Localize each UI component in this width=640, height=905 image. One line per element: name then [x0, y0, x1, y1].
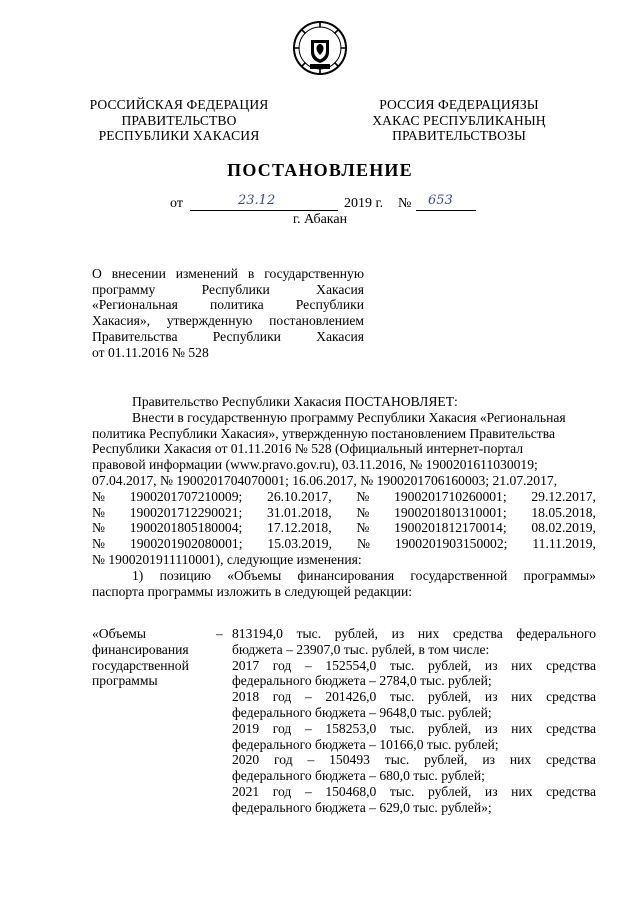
word: рублей,: [428, 689, 472, 705]
registry-row: [92, 505, 596, 521]
word: 1900201805180004;: [129, 520, 243, 536]
word: внесении: [111, 266, 166, 281]
date-prefix: от: [170, 196, 183, 211]
word: из: [484, 720, 498, 736]
table-left-cell: [92, 626, 212, 689]
intro-first-line: Внести в государственную программу Республики Хакасия «Региональная: [132, 409, 566, 425]
word: них: [417, 626, 440, 641]
word: 2018: [232, 689, 260, 705]
word: государственную: [264, 266, 364, 281]
funding-federal-line: федерального бюджета – 680,0 тыс. рублей;: [232, 768, 485, 784]
table-left-line: финансирования: [92, 641, 189, 657]
number-underline: [416, 210, 476, 211]
word: Республики: [295, 297, 364, 313]
header-left-line-3: РЕСПУБЛИКИ ХАКАСИЯ: [98, 128, 260, 144]
word: 15.03.2019,: [267, 536, 332, 552]
funding-federal-line: федерального бюджета – 629,0 тыс. рублей»;: [232, 799, 492, 815]
word: №: [92, 504, 105, 520]
registry-row: [92, 489, 596, 505]
word: 1900201712290021;: [129, 504, 243, 520]
word: них: [509, 752, 532, 768]
subject-line: [92, 282, 364, 298]
subject-line: [92, 297, 364, 313]
word: Хакасия»,: [92, 313, 151, 329]
word: 1900201710260001;: [394, 488, 507, 504]
funding-year-line: [232, 658, 596, 674]
word: тыс.: [389, 720, 415, 736]
header-left-block: [64, 97, 294, 144]
funding-federal-line: федерального бюджета – 9648,0 тыс. рублей;: [232, 704, 492, 720]
word: них: [511, 657, 533, 673]
word: из: [484, 783, 498, 799]
subject-line: [92, 329, 364, 345]
document-title: ПОСТАНОВЛЕНИЕ: [227, 160, 413, 180]
word: тыс.: [296, 626, 322, 641]
word: –: [304, 720, 312, 736]
word: государственной: [410, 567, 508, 583]
word: программы»: [523, 567, 596, 583]
header-left-line-1: РОССИЙСКАЯ ФЕДЕРАЦИЯ: [89, 97, 269, 112]
word: 1900201707210009;: [129, 488, 243, 504]
registry-last-line: № 1900201911110001), следующие изменения:: [92, 551, 362, 567]
coat-of-arms-emblem: [292, 20, 348, 76]
word: тыс.: [389, 657, 415, 673]
word: Республики: [212, 328, 281, 344]
word: федерального: [516, 626, 596, 641]
word: средства: [546, 783, 596, 799]
subject-line: [92, 313, 364, 329]
word: финансирования: [297, 567, 395, 583]
intro-line: 07.04.2017, № 1900201704070001; 16.06.2017, № 1900201706160003; 21.07.2017,: [92, 472, 558, 488]
word: рублей,: [334, 626, 379, 641]
word: средства: [546, 752, 596, 768]
funding-total-second-line: бюджета – 23907,0 тыс. рублей, в том числе:: [232, 641, 490, 657]
word: «Региональная: [92, 297, 178, 313]
decree-body: [92, 394, 596, 599]
word: программу: [92, 281, 156, 297]
word: них: [511, 689, 533, 705]
funding-year-line: [232, 784, 596, 800]
word: 1900201902080001;: [129, 536, 243, 552]
word: год: [272, 783, 292, 799]
funding-year-line: [232, 752, 596, 768]
word: №: [92, 488, 105, 504]
word: тыс.: [384, 752, 410, 768]
date-underline: [190, 210, 338, 211]
word: из: [482, 752, 495, 768]
word: 31.01.2018,: [267, 504, 332, 520]
word: 2021: [232, 783, 260, 799]
word: №: [356, 488, 370, 504]
word: 08.02.2019,: [531, 520, 596, 536]
word: Хакасия: [316, 328, 364, 344]
word: от 01.11.2016 № 528: [92, 344, 209, 360]
word: постановлением: [269, 313, 364, 329]
registry-rows: [92, 489, 596, 552]
word: средства: [546, 689, 596, 705]
word: №: [356, 504, 370, 520]
registry-row: [92, 520, 596, 536]
word: –: [304, 783, 312, 799]
decree-line: Правительство Республики Хакасия ПОСТАНОВЛЯЕТ:: [132, 394, 458, 409]
word: год: [272, 689, 292, 705]
intro-line: правовой информации (www.pravo.gov.ru), 03.11.2016, № 1900201611030019;: [92, 457, 538, 473]
header-left-line-2: ПРАВИТЕЛЬСТВО: [121, 112, 237, 128]
word: средства: [452, 626, 503, 641]
word: год: [274, 752, 293, 768]
word: –: [304, 689, 312, 705]
word: политика: [210, 297, 264, 313]
word: 2017: [232, 657, 260, 673]
word: утвержденную: [166, 313, 253, 329]
word: 11.11.2019,: [532, 536, 596, 552]
word: 1900201903150002;: [394, 536, 508, 552]
word: №: [356, 520, 370, 536]
word: 1900201812170014;: [394, 520, 507, 536]
date-year: 2019 г.: [344, 196, 384, 211]
word: позицию: [159, 567, 211, 583]
word: них: [511, 783, 533, 799]
word: 18.05.2018,: [531, 504, 596, 520]
word: 1): [132, 567, 144, 583]
word: Республики: [201, 281, 270, 297]
header-right-line-3: ПРАВИТЕЛЬСТВОЗЫ: [392, 128, 526, 144]
word: них: [511, 720, 533, 736]
word: №: [92, 536, 105, 552]
funding-year-line: [232, 689, 596, 705]
word: рублей,: [424, 752, 468, 768]
word: 813194,0: [232, 626, 283, 641]
funding-year-line: [232, 721, 596, 737]
table-dash: –: [216, 626, 223, 641]
word: из: [484, 689, 498, 705]
header-right-line-2: ХАКАС РЕСПУБЛИКАНЫҢ: [372, 112, 546, 128]
word: –: [304, 657, 312, 673]
word: Правительства: [92, 328, 178, 344]
intro-line: политика Республики Хакасия», утвержденную постановлением Правительства: [92, 425, 556, 441]
registry-row: [92, 536, 596, 552]
word: год: [272, 720, 292, 736]
city-name: г. Абакан: [292, 212, 348, 227]
word: 152554,0: [325, 657, 377, 673]
word: Хакасия: [316, 281, 364, 297]
word: из: [484, 657, 498, 673]
word: рублей,: [428, 657, 472, 673]
word: рублей,: [428, 783, 472, 799]
word: 201426,0: [325, 689, 377, 705]
funding-federal-line: федерального бюджета – 2784,0 тыс. рублей;: [232, 673, 492, 689]
word: №: [356, 536, 370, 552]
table-left-line: «Объемы: [92, 626, 146, 641]
word: 29.12.2017,: [531, 488, 596, 504]
header-right-line-1: РОССИЯ ФЕДЕРАЦИЯЗЫ: [379, 97, 539, 112]
word: –: [307, 752, 315, 768]
word: 17.12.2018,: [267, 520, 332, 536]
word: 150468,0: [325, 783, 377, 799]
item-1-last-line: паспорта программы изложить в следующей редакции:: [92, 583, 413, 599]
word: год: [272, 657, 292, 673]
subject-line: [92, 266, 364, 282]
table-left-line: государственной: [92, 657, 189, 673]
item-1-first-line: [92, 568, 596, 584]
word: средства: [546, 657, 596, 673]
word: изменений: [175, 266, 238, 281]
header-right-block: [344, 97, 574, 144]
handwritten-number: 653: [428, 193, 453, 208]
word: «Объемы: [227, 567, 282, 583]
word: №: [92, 520, 105, 536]
word: из: [391, 626, 405, 641]
subject-line: [92, 345, 364, 361]
table-right-cell: [232, 626, 596, 816]
word: средства: [546, 720, 596, 736]
funding-total-line: [232, 626, 596, 642]
word: 1900201801310001;: [394, 504, 507, 520]
word: 2019: [232, 720, 260, 736]
word: 26.10.2017,: [267, 488, 332, 504]
word: тыс.: [389, 689, 415, 705]
word: 2020: [232, 752, 260, 768]
word: в: [247, 266, 255, 281]
word: О: [92, 266, 102, 281]
subject-block: [92, 266, 364, 360]
number-sign: №: [398, 196, 412, 211]
word: 150493: [329, 752, 370, 768]
word: рублей,: [428, 720, 472, 736]
word: 158253,0: [325, 720, 377, 736]
word: тыс.: [389, 783, 415, 799]
table-left-line: программы: [92, 673, 158, 689]
intro-line: Республики Хакасия от 01.11.2016 № 528 (Официальный интернет-портал: [92, 441, 524, 457]
funding-federal-line: федерального бюджета – 10166,0 тыс. рублей;: [232, 736, 499, 752]
handwritten-date: 23.12: [238, 193, 276, 208]
